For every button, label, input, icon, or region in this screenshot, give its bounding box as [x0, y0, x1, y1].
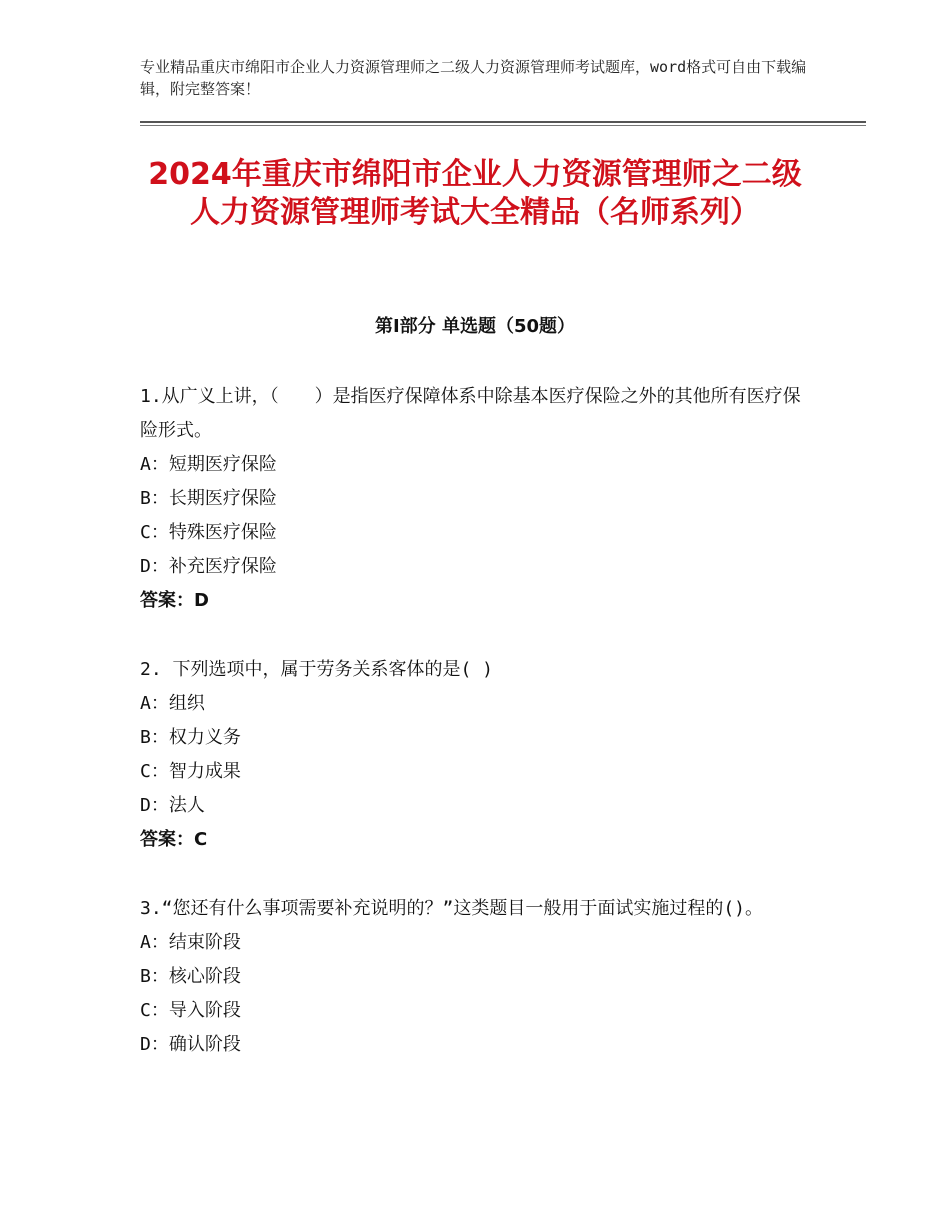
question-1-option-b: B：长期医疗保险: [140, 488, 277, 509]
question-3-option-c: C：导入阶段: [140, 1000, 241, 1021]
question-2-option-a: A：组织: [140, 693, 205, 714]
header-note: 专业精品重庆市绵阳市企业人力资源管理师之二级人力资源管理师考试题库，word格式可自由下载编辑，附完整答案！: [140, 58, 807, 98]
question-1: [140, 380, 810, 618]
question-3-option-d: D：确认阶段: [140, 1034, 241, 1055]
question-1-option-c: C：特殊医疗保险: [140, 522, 277, 543]
question-1-option-d: D：补充医疗保险: [140, 556, 277, 577]
header-divider-thin: [140, 125, 866, 126]
question-2-text: 2. 下列选项中，属于劳务关系客体的是( ): [140, 659, 494, 680]
question-3-option-a: A：结束阶段: [140, 932, 241, 953]
question-2-option-d: D：法人: [140, 795, 205, 816]
question-2-answer: 答案：C: [140, 829, 208, 850]
header-divider-thick: [140, 121, 866, 123]
section-heading: 第Ⅰ部分 单选题（50题）: [374, 316, 575, 337]
question-1-option-a: A：短期医疗保险: [140, 454, 277, 475]
question-1-answer: 答案：D: [140, 590, 209, 611]
document-title: 2024年重庆市绵阳市企业人力资源管理师之二级人力资源管理师考试大全精品（名师系列）: [148, 157, 802, 230]
question-2: [140, 653, 810, 857]
question-3-option-b: B：核心阶段: [140, 966, 241, 987]
question-2-option-b: B：权力义务: [140, 727, 241, 748]
question-3: [140, 892, 810, 1062]
question-3-text: 3.“您还有什么事项需要补充说明的？”这类题目一般用于面试实施过程的()。: [140, 898, 764, 919]
question-1-text: 1.从广义上讲，（ ）是指医疗保障体系中除基本医疗保险之外的其他所有医疗保险形式。: [140, 386, 801, 441]
question-2-option-c: C：智力成果: [140, 761, 241, 782]
